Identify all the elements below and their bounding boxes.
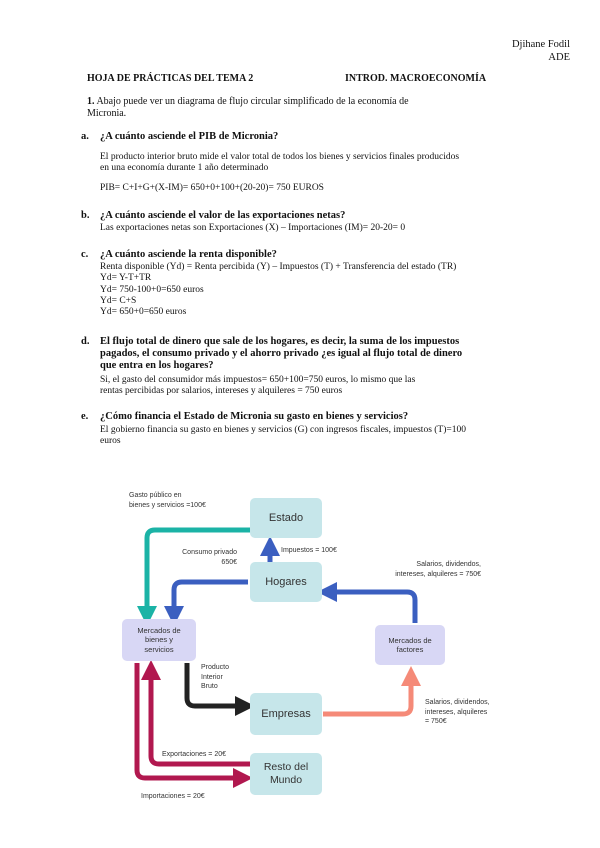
answer-c <box>100 262 456 318</box>
label-salarios-top <box>363 560 481 579</box>
label-exportaciones: Exportaciones = 20€ <box>162 751 227 758</box>
node-label: Empresas <box>261 708 311 720</box>
node-hogares <box>250 562 322 602</box>
node-label: factores <box>396 645 424 654</box>
label-line: 650€ <box>221 558 237 566</box>
answer-line: Yd= 650+0=650 euros <box>100 307 187 318</box>
intro-paragraph <box>87 96 409 119</box>
node-empresas <box>250 693 322 735</box>
node-label: Mundo <box>269 774 303 786</box>
answer-line: PIB= C+I+G+(X-IM)= 650+0+100+(20-20)= 750 EUROS <box>100 182 324 193</box>
answer-line: Yd= Y-T+TR <box>100 273 152 284</box>
question-text: ¿Cómo financia el Estado de Micronia su gasto en bienes y servicios? <box>100 411 409 422</box>
label-line: Gasto público en <box>129 492 182 499</box>
author-name: Djihane Fodil <box>511 39 570 50</box>
label-line: Salarios, dividendos, <box>416 561 481 568</box>
answer-d <box>100 375 415 398</box>
gasto-publico-arrow <box>147 530 250 616</box>
node-mercados-bienes <box>122 619 196 661</box>
label-line: intereses, alquileres <box>425 708 488 716</box>
salarios-empresas-arrow <box>323 676 411 714</box>
author-block <box>512 38 570 64</box>
label-line: Salarios, dividendos, <box>425 699 490 706</box>
answer-line: Yd= C+S <box>100 295 137 306</box>
question-letter: b. <box>81 210 90 221</box>
answer-line: Yd= 750-100+0=650 euros <box>100 284 204 295</box>
answer-line: Si, el gasto del consumidor más impuestos= 650+100=750 euros, lo mismo que las <box>100 375 416 385</box>
node-mercados-factores <box>375 625 445 665</box>
answer-e <box>100 425 466 448</box>
label-line: Bruto <box>201 683 218 690</box>
node-label: Mercados de <box>137 625 181 635</box>
salarios-hogares-arrow <box>327 592 415 623</box>
label-consumo-privado <box>165 548 237 567</box>
node-label: servicios <box>144 644 174 654</box>
consumo-privado-arrow <box>174 582 248 616</box>
question-b <box>81 210 346 222</box>
author-dept: ADE <box>548 52 570 63</box>
question-text: que entra en los hogares? <box>100 360 214 371</box>
question-letter: a. <box>81 131 89 142</box>
answer-line: rentas percibidas por salarios, intereses y alquileres = 750 euros <box>100 386 343 397</box>
question-e <box>81 411 409 423</box>
question-letter: c. <box>81 249 89 260</box>
node-label: Mercados de <box>388 635 432 645</box>
answer-spacer <box>100 175 459 183</box>
label-line: Producto <box>201 664 230 671</box>
node-resto-del-mundo <box>250 753 322 795</box>
intro-line-2: Micronia. <box>87 107 127 119</box>
node-label: Hogares <box>265 576 307 588</box>
question-letter: e. <box>81 411 89 422</box>
intro-number: 1. <box>87 96 95 107</box>
label-line: Consumo privado <box>182 549 237 556</box>
question-text: ¿A cuánto asciende la renta disponible? <box>100 249 277 260</box>
label-line: = 750€ <box>425 718 447 725</box>
answer-line: euros <box>100 436 121 447</box>
answer-line: El gobierno financia su gasto en bienes y servicios (G) con ingresos fiscales, impuestos (T)=100 <box>100 425 467 435</box>
question-text: ¿A cuánto asciende el valor de las exportaciones netas? <box>100 210 346 221</box>
label-salarios-bottom <box>425 698 490 727</box>
question-d <box>81 336 580 372</box>
document-title: HOJA DE PRÁCTICAS DEL TEMA 2 <box>87 73 254 84</box>
label-gasto-publico <box>129 491 206 510</box>
question-text: El flujo total de dinero que sale de los hogares, es decir, la suma de los impuestos <box>100 336 460 347</box>
answer-a <box>100 152 459 194</box>
label-line: Interior <box>201 673 223 681</box>
document-subtitle: INTROD. MACROECONOMÍA <box>345 73 487 84</box>
question-a <box>81 131 279 143</box>
answer-line: Las exportaciones netas son Exportaciones (X) – Importaciones (IM)= 20-20= 0 <box>100 223 406 233</box>
answer-b <box>100 223 405 234</box>
question-letter: d. <box>81 336 90 347</box>
circular-flow-diagram <box>115 488 525 823</box>
intro-line-1: Abajo puede ver un diagrama de flujo circular simplificado de la economía de <box>96 96 409 107</box>
answer-line: Renta disponible (Yd) = Renta percibida (Y) – Impuestos (T) + Transferencia del estado (TR) <box>100 262 457 272</box>
label-importaciones: Importaciones = 20€ <box>141 793 205 800</box>
answer-line: El producto interior bruto mide el valor total de todos los bienes y servicios finales producidos <box>100 152 460 162</box>
node-label: Estado <box>268 512 304 524</box>
label-line: intereses, alquileres = 750€ <box>395 570 481 578</box>
question-c <box>81 249 277 261</box>
label-impuestos: Impuestos = 100€ <box>281 547 337 554</box>
node-label: bienes y <box>145 635 173 645</box>
label-producto <box>201 663 229 692</box>
answer-line: en una economía durante 1 año determinado <box>100 163 269 174</box>
question-text: ¿A cuánto asciende el PIB de Micronia? <box>100 131 279 142</box>
question-text: pagados, el consumo privado y el ahorro privado ¿es igual al flujo total de dinero <box>100 348 463 359</box>
label-line: bienes y servicios =100€ <box>129 501 206 509</box>
node-label: Resto del <box>263 761 309 773</box>
node-estado <box>250 498 322 538</box>
